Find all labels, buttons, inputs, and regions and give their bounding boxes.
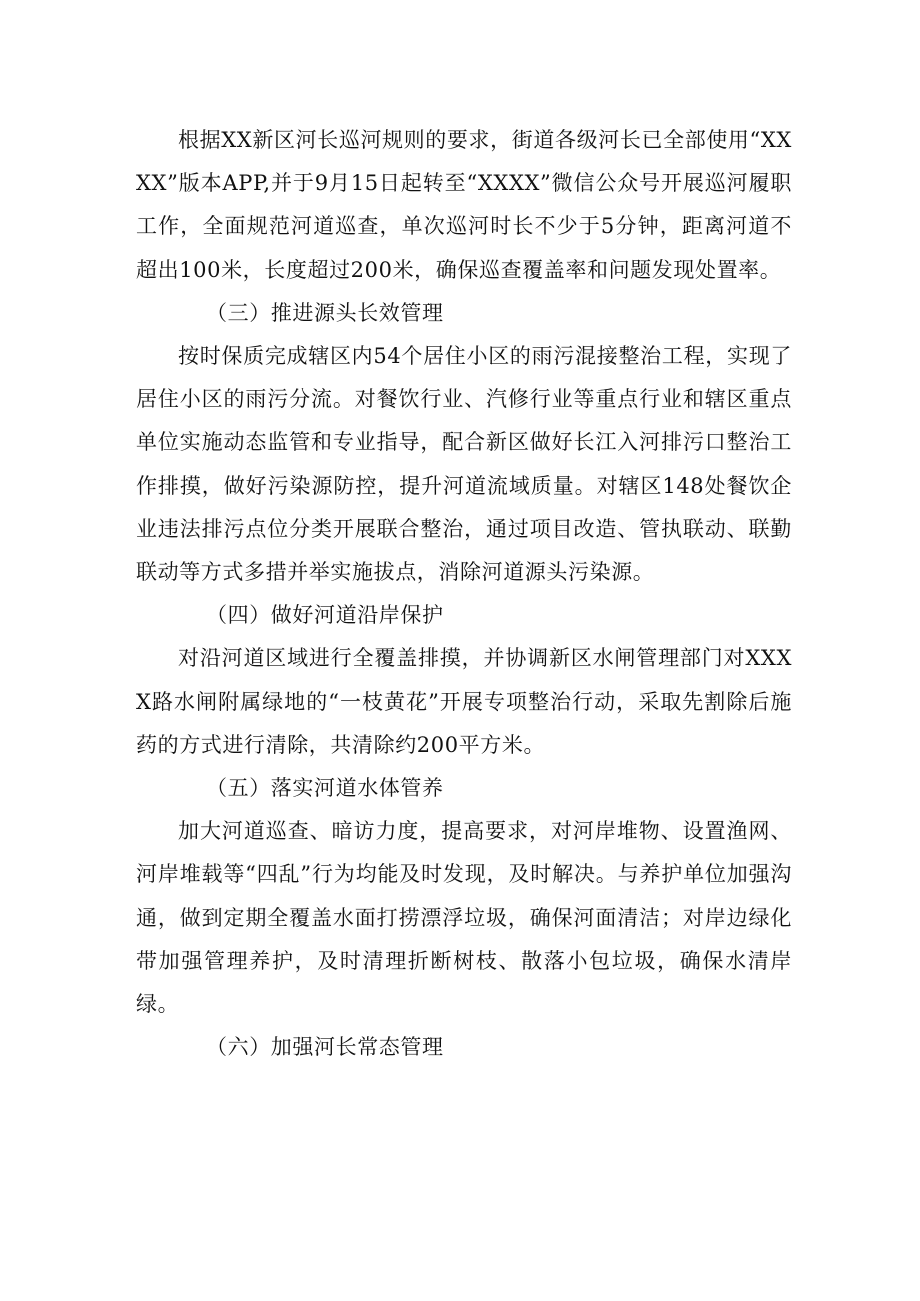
paragraph-water-maintenance: 加大河道巡查、暗访力度，提高要求，对河岸堆物、设置渔网、河岸堆载等“四乱”行为均能及时发现，及时解决。与养护单位加强沟通，做到定期全覆盖水面打捞漂浮垃圾，确保河面清洁；对岸边绿化带加强管理养护，及时清理折断树枝、散落小包垃圾，确保水清岸绿。	[136, 819, 792, 1017]
section-heading-water-maintenance: （五）落实河道水体管养	[206, 776, 444, 801]
section-heading-source-management: （三）推进源头长效管理	[206, 300, 444, 325]
section-heading-river-chief-management: （六）加强河长常态管理	[206, 1035, 444, 1060]
paragraph-bank-protection: 对沿河道区域进行全覆盖排摸，并协调新区水闸管理部门对XXXX路水闸附属绿地的“一枝黄花”开展专项整治行动，采取先割除后施药的方式进行清除，共清除约200平方米。	[136, 646, 792, 757]
paragraph-river-patrol-app: 根据XX新区河长巡河规则的要求，街道各级河长已全部使用“XXXX”版本APP,并于9月15日起转至“XXXX”微信公众号开展巡河履职工作，全面规范河道巡查，单次巡河时长不少于5分钟，距离河道不超出100米，长度超过200米，确保巡查覆盖率和问题发现处置率。	[136, 128, 792, 282]
document-body	[136, 119, 792, 1069]
section-heading-bank-protection: （四）做好河道沿岸保护	[206, 603, 444, 628]
paragraph-source-management: 按时保质完成辖区内54个居住小区的雨污混接整治工程，实现了居住小区的雨污分流。对餐饮行业、汽修行业等重点行业和辖区重点单位实施动态监管和专业指导，配合新区做好长江入河排污口整治工作排摸，做好污染源防控，提升河道流域质量。对辖区148处餐饮企业违法排污点位分类开展联合整治，通过项目改造、管执联动、联勤联动等方式多措并举实施拔点，消除河道源头污染源。	[136, 344, 792, 585]
